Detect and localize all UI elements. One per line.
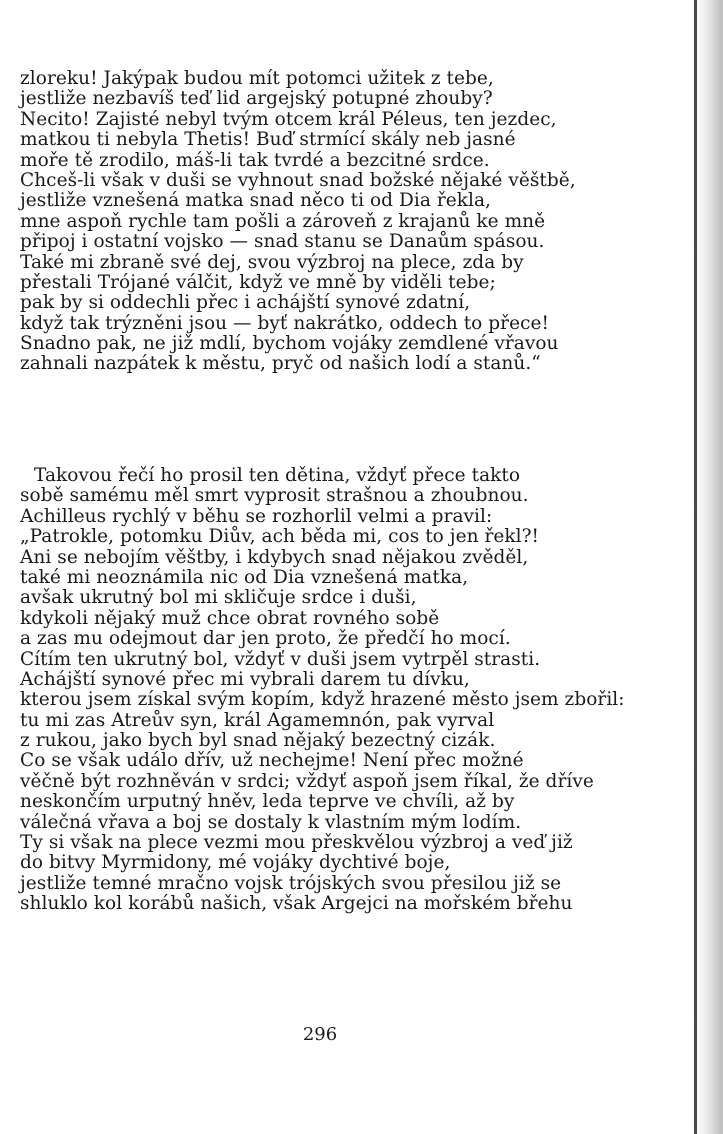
verse-line: jestliže vznešená matka snad něco ti od Dia řekla,: [20, 190, 491, 212]
verse-line: přestali Trójané válčit, když ve mně by viděli tebe;: [20, 271, 496, 293]
verse-line: jestliže nezbavíš teď lid argejský potupné zhouby?: [20, 88, 493, 110]
verse-line: Chceš-li však v duši se vyhnout snad božské nějaké věštbě,: [20, 169, 576, 191]
verse-line: také mi neoznámila nic od Dia vznešená matka,: [20, 566, 469, 588]
verse-line: kdykoli nějaký muž chce obrat rovného sobě: [20, 607, 440, 629]
verse-line: kterou jsem získal svým kopím, když hrazené město jsem zbořil:: [20, 689, 625, 711]
verse-line: když tak trýzněni jsou — byť nakrátko, oddech to přece!: [20, 312, 549, 334]
verse-line: matkou ti nebyla Thetis! Buď strmící skály neb jasné: [20, 129, 516, 151]
verse-line: zloreku! Jakýpak budou mít potomci užitek z tebe,: [20, 68, 494, 89]
verse-line: mne aspoň rychle tam pošli a zároveň z krajanů ke mně: [20, 210, 546, 232]
verse-line: Achájští synové přec mi vybrali darem tu dívku,: [20, 668, 470, 690]
verse-line: věčně být rozhněván v srdci; vždyť aspoň jsem říkal, že dříve: [20, 770, 594, 792]
verse-line: shluklo kol korábů našich, však Argejci na mořském břehu: [20, 893, 573, 915]
verse-line: tu mi zas Atreův syn, král Agamemnón, pak vyrval: [20, 709, 495, 731]
verse-line: Cítím ten ukrutný bol, vždyť v duši jsem vytrpěl strasti.: [20, 648, 541, 670]
verse-line: Achilleus rychlý v běhu se rozhorlil velmi a pravil:: [20, 505, 493, 527]
verse-line: Snadno pak, ne již mdlí, bychom vojáky zemdlené vřavou: [20, 333, 559, 355]
verse-line: a zas mu odejmout dar jen proto, že předčí ho mocí.: [20, 628, 511, 650]
verse-line: neskončím urputný hněv, leda teprve ve chvíli, až by: [20, 791, 515, 813]
verse-line: Ani se nebojím věštby, i kdybych snad nějakou zvěděl,: [20, 546, 529, 568]
verse-line: „Patrokle, potomku Diův, ach běda mi, cos to jen řekl?!: [20, 526, 540, 548]
verse-line: Co se však událo dřív, už nechejme! Není přec možné: [20, 750, 524, 772]
book-spine-edge: [694, 0, 697, 1134]
verse-paragraph-1: [20, 69, 690, 375]
verse-line: zahnali nazpátek k městu, pryč od našich lodí a stanů.“: [20, 353, 541, 375]
verse-line: z rukou, jako bych byl snad nějaký bezectný cizák.: [20, 730, 496, 752]
verse-line: Necito! Zajisté nebyl tvým otcem král Péleus, ten jezdec,: [20, 108, 557, 130]
verse-line: Také mi zbraně své dej, svou výzbroj na plece, zda by: [20, 251, 524, 273]
verse-line: Ty si však na plece vezmi mou přeskvělou výzbroj a veď již: [20, 832, 573, 854]
verse-line: avšak ukrutný bol mi skličuje srdce i duši,: [20, 587, 417, 609]
verse-line-indented: Takovou řečí ho prosil ten dětina, vždyť přece takto: [34, 465, 521, 486]
verse-line: do bitvy Myrmidony, mé vojáky dychtivé boje,: [20, 852, 451, 874]
verse-line: jestliže temné mračno vojsk trójských svou přesilou již se: [20, 872, 562, 894]
verse-line: pak by si oddechli přec i achájští synové zdatní,: [20, 292, 471, 314]
verse-paragraph-2: [20, 466, 690, 915]
page-number: 296: [302, 1024, 338, 1045]
verse-line: moře tě zrodilo, máš-li tak tvrdé a bezcitné srdce.: [20, 149, 490, 171]
verse-line: připoj i ostatní vojsko — snad stanu se Danaům spásou.: [20, 231, 545, 253]
verse-line: sobě samému měl smrt vyprosit strašnou a zhoubnou.: [20, 485, 529, 507]
verse-line: válečná vřava a boj se dostaly k vlastním mým lodím.: [20, 811, 522, 833]
